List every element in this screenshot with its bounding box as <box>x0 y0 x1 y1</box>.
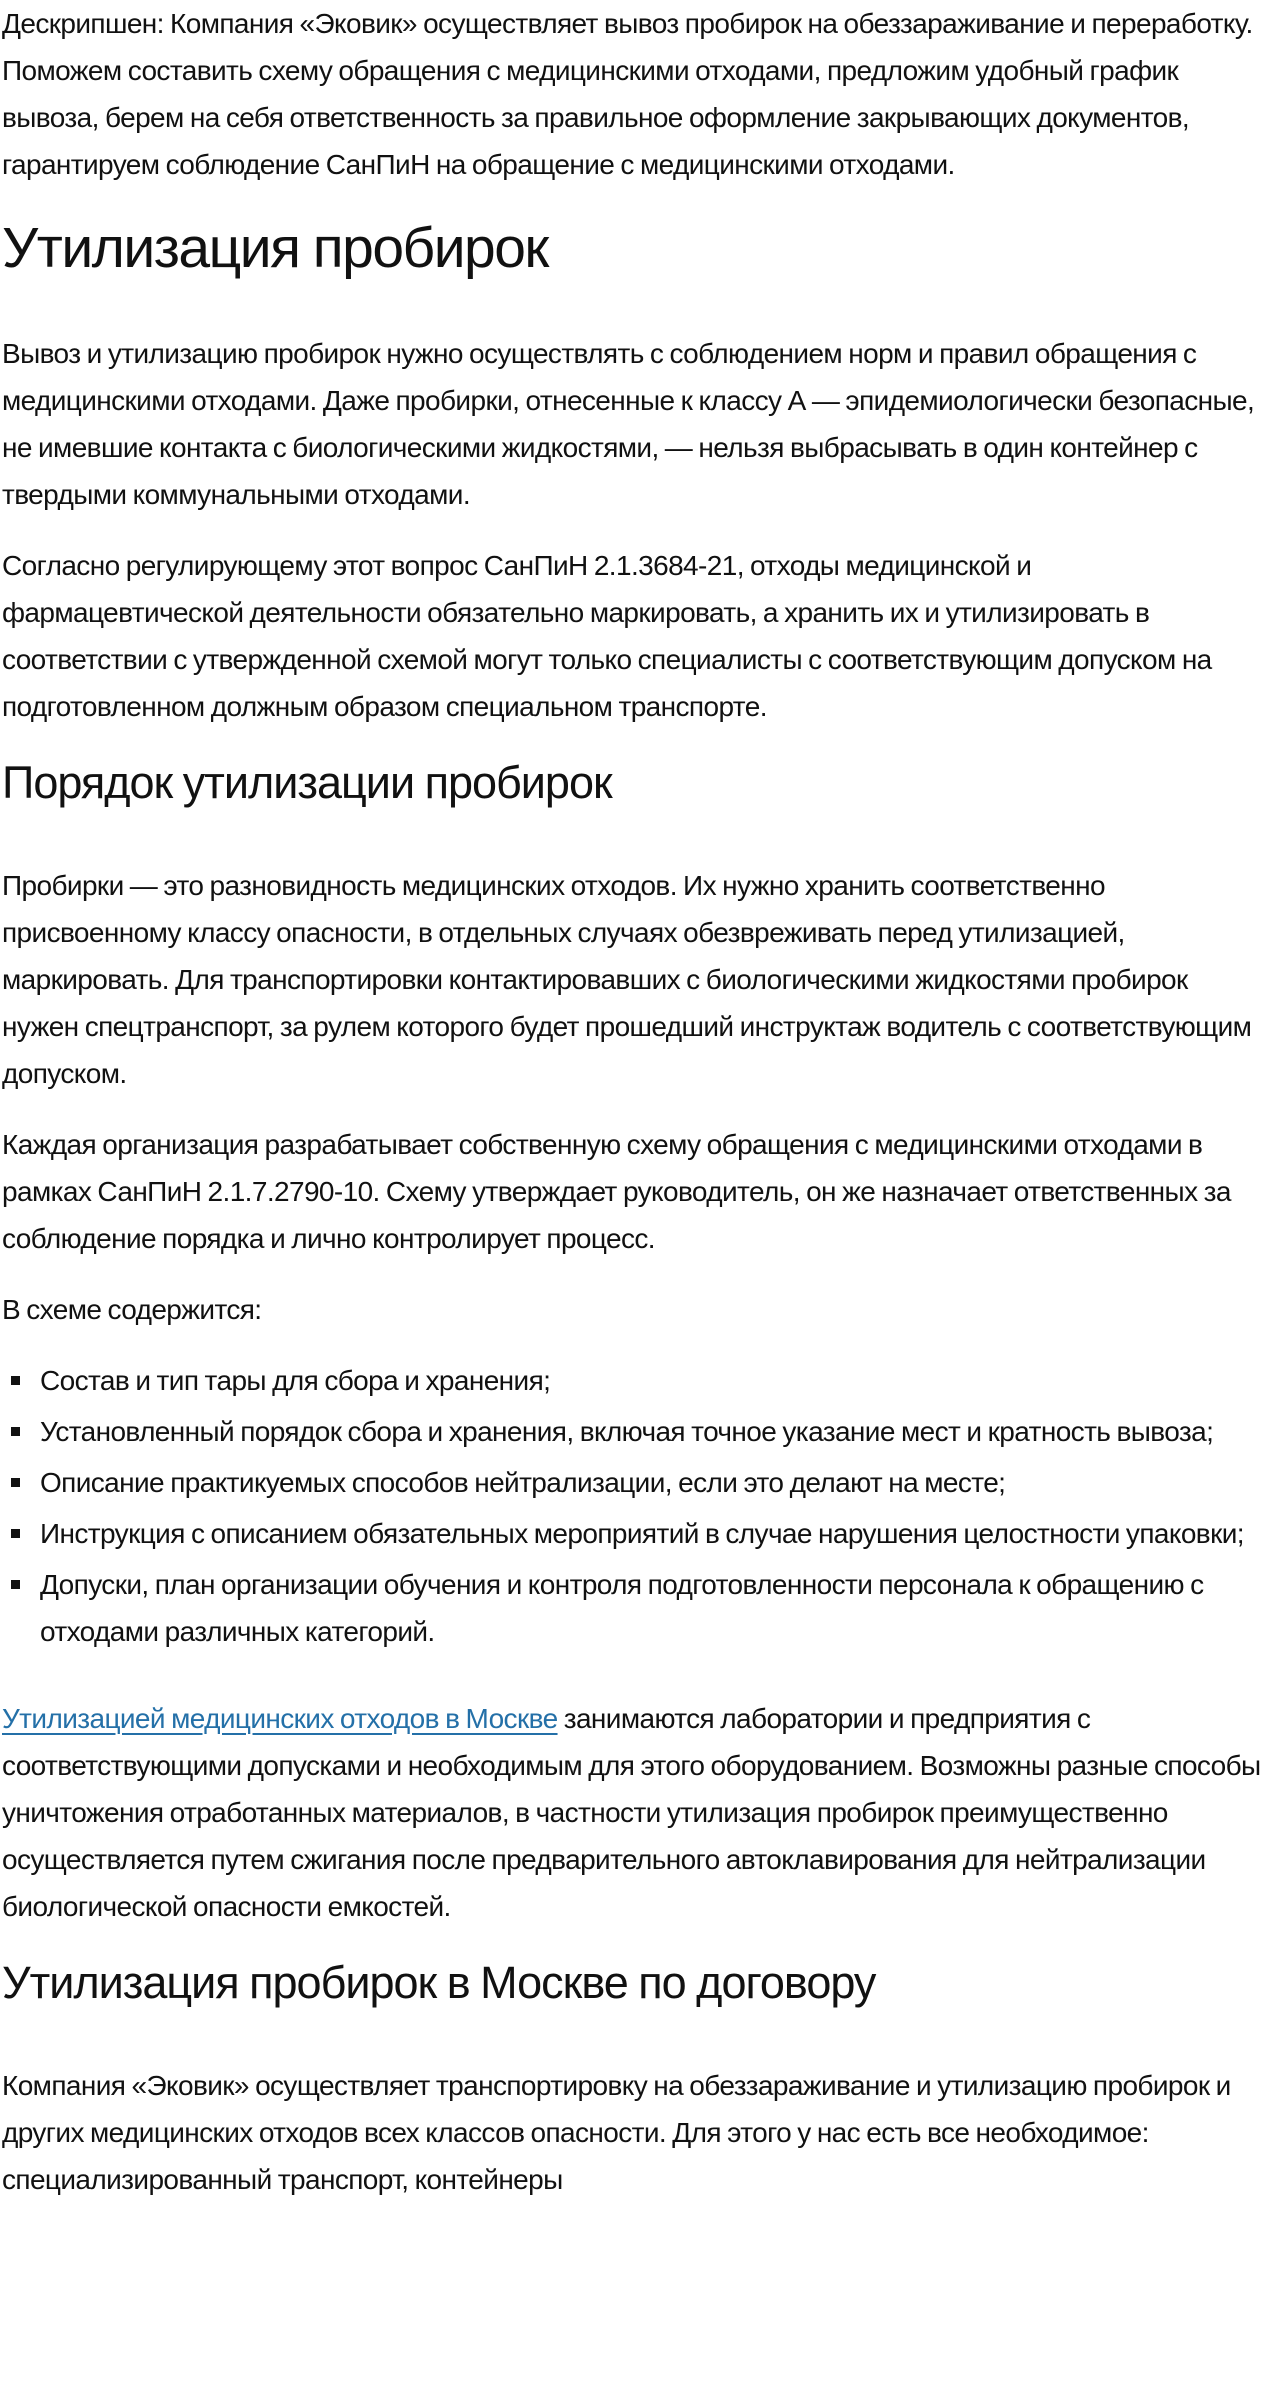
list-item: Инструкция с описанием обязательных мероприятий в случае нарушения целостности упаковки; <box>2 1510 1268 1557</box>
paragraph-moscow-utilization-text: занимаются лаборатории и предприятия с соответствующими допусками и необходимым для этого оборудованием. Возможны разные способы уничтожения отработанных материалов, в частности утилизация пробирок преимущественно осуществляется путем сжигания после предварительного автоклавирования для нейтрализации биологической опасности емкостей. <box>2 1703 1261 1922</box>
paragraph-company-services: Компания «Эковик» осуществляет транспортировку на обеззараживание и утилизацию пробирок и других медицинских отходов всех классов опасности. Для этого у нас есть все необходимое: специализированный транспорт, контейнеры <box>2 2070 1231 2195</box>
paragraph-order-description: Пробирки — это разновидность медицинских отходов. Их нужно хранить соответственно присвоенному классу опасности, в отдельных случаях обезвреживать перед утилизацией, маркировать. Для транспортировки контактировавших с биологическими жидкостями пробирок нужен спецтранспорт, за рулем которого будет прошедший инструктаж водитель с соответствующим допуском. <box>2 870 1252 1089</box>
list-item: Описание практикуемых способов нейтрализации, если это делают на месте; <box>2 1459 1268 1506</box>
paragraph-scheme-intro: В схеме содержится: <box>2 1294 262 1325</box>
page-title: Утилизация пробирок <box>2 216 548 280</box>
paragraph-organization-scheme: Каждая организация разрабатывает собственную схему обращения с медицинскими отходами в рамках СанПиН 2.1.7.2790-10. Схему утверждает руководитель, он же назначает ответственных за соблюдение порядка и лично контролирует процесс. <box>2 1129 1231 1254</box>
list-item: Допуски, план организации обучения и контроля подготовленности персонала к обращению с отходами различных категорий. <box>2 1561 1268 1655</box>
paragraph-disposal-rules: Вывоз и утилизацию пробирок нужно осуществлять с соблюдением норм и правил обращения с медицинскими отходами. Даже пробирки, отнесенные к классу А — эпидемиологически безопасные, не имевшие контакта с биологическими жидкостями, — нельзя выбрасывать в один контейнер с твердыми коммунальными отходами. <box>2 338 1255 510</box>
scheme-contents-list <box>2 1357 1268 1655</box>
intro-paragraph: Дескрипшен: Компания «Эковик» осуществляет вывоз пробирок на обеззараживание и переработку. Поможем составить схему обращения с медицинскими отходами, предложим удобный график вывоза, берем на себя ответственность за правильное оформление закрывающих документов, гарантируем соблюдение СанПиН на обращение с медицинскими отходами. <box>2 8 1253 180</box>
medical-waste-moscow-link[interactable]: Утилизацией медицинских отходов в Москве <box>2 1703 558 1734</box>
paragraph-moscow-utilization <box>2 1695 1268 1930</box>
list-item: Установленный порядок сбора и хранения, включая точное указание мест и кратность вывоза; <box>2 1408 1268 1455</box>
list-item: Состав и тип тары для сбора и хранения; <box>2 1357 1268 1404</box>
paragraph-sanpin-requirements: Согласно регулирующему этот вопрос СанПиН 2.1.3684-21, отходы медицинской и фармацевтической деятельности обязательно маркировать, а хранить их и утилизировать в соответствии с утвержденной схемой могут только специалисты с соответствующим допуском на подготовленном должным образом специальном транспорте. <box>2 550 1212 722</box>
section-heading-moscow-contract: Утилизация пробирок в Москве по договору <box>2 1957 876 2008</box>
section-heading-order: Порядок утилизации пробирок <box>2 757 612 808</box>
